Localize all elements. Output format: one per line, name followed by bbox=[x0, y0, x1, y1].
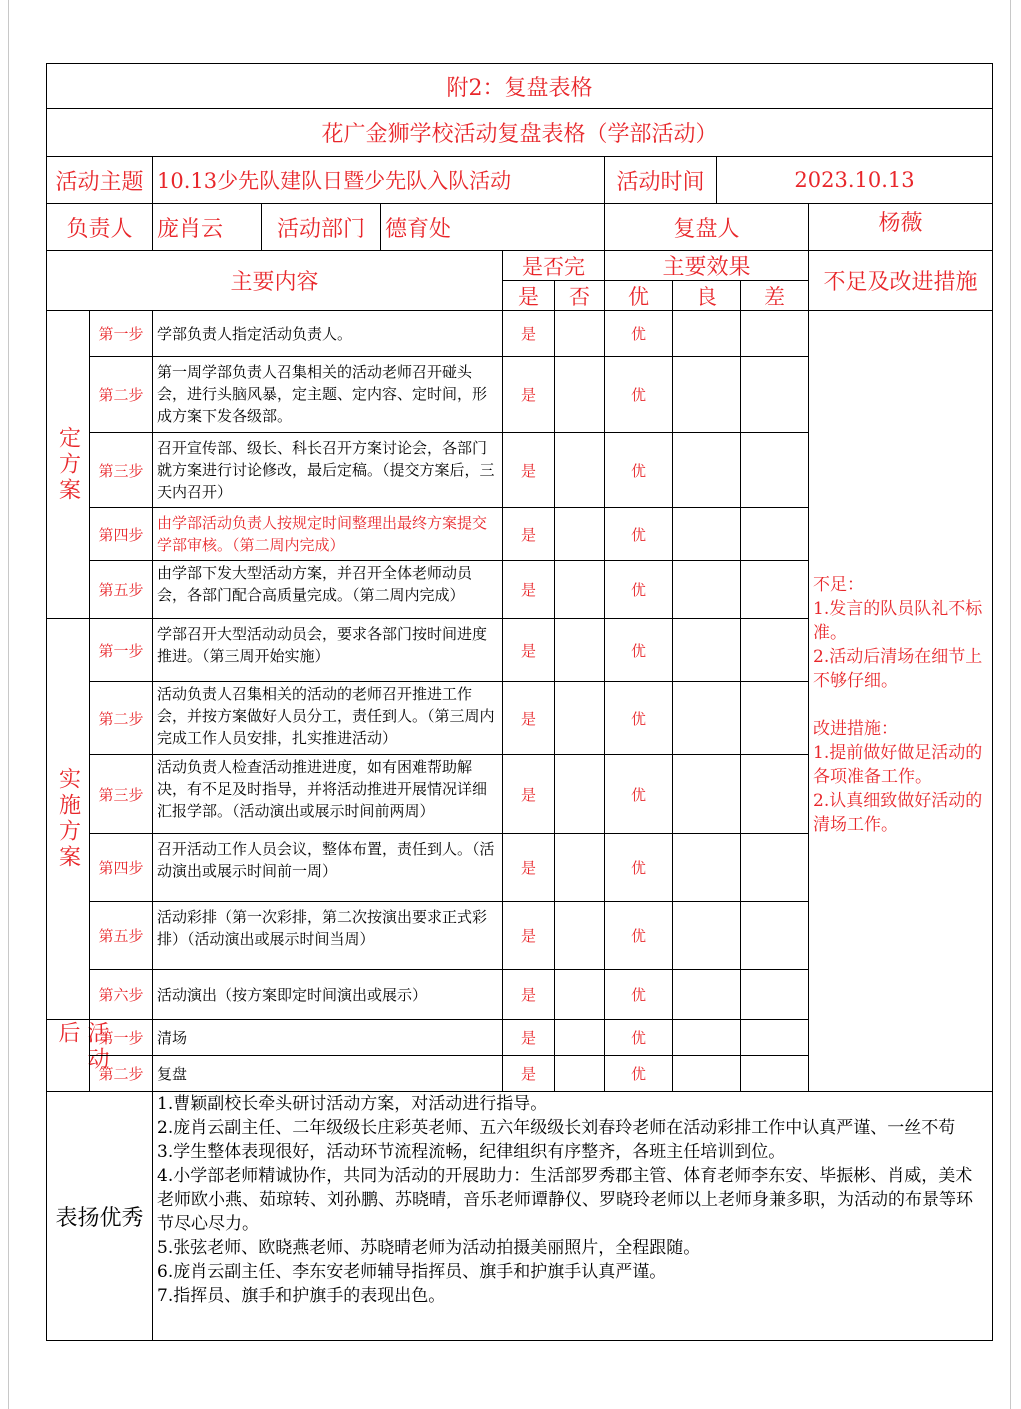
effect-poor-cell bbox=[740, 681, 809, 755]
done-no-cell bbox=[554, 1055, 605, 1092]
effect-poor-cell bbox=[740, 356, 809, 433]
done-yes-cell: 是 bbox=[502, 560, 555, 619]
step-label: 第三步 bbox=[89, 754, 153, 834]
improvement-line: 2.认真细致做好活动的清场工作。 bbox=[813, 791, 983, 835]
praise-item: 2.庞肖云副主任、二年级级长庄彩英老师、五六年级级长刘春玲老师在活动彩排工作中认真严谨、一丝不苟 bbox=[157, 1118, 956, 1138]
done-no-cell bbox=[554, 507, 605, 561]
done-yes-cell: 是 bbox=[502, 754, 555, 834]
effect-good-cell bbox=[672, 754, 741, 834]
step-content: 由学部活动负责人按规定时间整理出最终方案提交学部审核。（第二周内完成） bbox=[152, 507, 503, 561]
effect-good-cell bbox=[672, 560, 741, 619]
done-yes-cell: 是 bbox=[502, 833, 555, 902]
good-header: 良 bbox=[672, 280, 741, 311]
done-no-cell bbox=[554, 754, 605, 834]
effect-poor-cell bbox=[740, 901, 809, 970]
done-yes-cell: 是 bbox=[502, 681, 555, 755]
yes-header: 是 bbox=[502, 280, 555, 311]
done-no-cell bbox=[554, 1019, 605, 1056]
improvement-line: 1.发言的队员队礼不标准。 bbox=[813, 599, 983, 643]
praise-item: 5.张弦老师、欧晓燕老师、苏晓晴老师为活动拍摄美丽照片，全程跟随。 bbox=[157, 1238, 701, 1258]
effect-good-cell bbox=[672, 618, 741, 682]
effect-poor-cell bbox=[740, 754, 809, 834]
done-yes-cell: 是 bbox=[502, 618, 555, 682]
effect-excellent-cell: 优 bbox=[604, 432, 673, 508]
section-after-label: 活动后 bbox=[55, 1021, 109, 1073]
effect-poor-cell bbox=[740, 1019, 809, 1056]
effect-good-cell bbox=[672, 901, 741, 970]
effect-poor-cell bbox=[740, 618, 809, 682]
praise-item: 1.曹颖副校长牵头研讨活动方案，对活动进行指导。 bbox=[157, 1094, 548, 1114]
effect-good-cell bbox=[672, 681, 741, 755]
effect-excellent-cell: 优 bbox=[604, 969, 673, 1020]
excellent-header: 优 bbox=[604, 280, 673, 311]
effect-poor-cell bbox=[740, 833, 809, 902]
reviewer-label: 复盘人 bbox=[604, 203, 809, 251]
effect-excellent-cell: 优 bbox=[604, 754, 673, 834]
sheet-edge-right bbox=[1010, 0, 1011, 1409]
step-content: 活动负责人召集相关的活动的老师召开推进工作会，并按方案做好人员分工，责任到人。（第三周内完成工作人员安排，扎实推进活动） bbox=[152, 681, 503, 755]
step-label: 第三步 bbox=[89, 432, 153, 508]
effect-good-cell bbox=[672, 833, 741, 902]
step-label: 第五步 bbox=[89, 560, 153, 619]
time-value: 2023.10.13 bbox=[716, 156, 993, 204]
leader-value: 庞肖云 bbox=[152, 203, 262, 251]
step-content: 第一周学部负责人召集相关的活动老师召开碰头会，进行头脑风暴，定主题、定内容、定时间，形成方案下发各级部。 bbox=[152, 356, 503, 433]
praise-item: 7.指挥员、旗手和护旗手的表现出色。 bbox=[157, 1286, 446, 1306]
step-content: 活动负责人检查活动推进进度，如有困难帮助解决，有不足及时指导，并将活动推进开展情况详细汇报学部。（活动演出或展示时间前两周） bbox=[152, 754, 503, 834]
done-yes-cell: 是 bbox=[502, 901, 555, 970]
theme-label: 活动主题 bbox=[46, 156, 153, 204]
effect-good-cell bbox=[672, 356, 741, 433]
reviewer-value: 杨薇 bbox=[808, 203, 993, 251]
step-content: 清场 bbox=[152, 1019, 503, 1056]
done-no-cell bbox=[554, 560, 605, 619]
effect-excellent-cell: 优 bbox=[604, 560, 673, 619]
done-no-cell bbox=[554, 681, 605, 755]
effect-excellent-cell: 优 bbox=[604, 1055, 673, 1092]
step-content: 学部负责人指定活动负责人。 bbox=[152, 310, 503, 357]
effect-header: 主要效果 bbox=[604, 250, 809, 281]
section-plan-label: 定方案 bbox=[55, 425, 81, 504]
step-content: 召开宣传部、级长、科长召开方案讨论会，各部门就方案进行讨论修改，最后定稿。（提交方案后，三天内召开） bbox=[152, 432, 503, 508]
improvement-line: 1.提前做好做足活动的各项准备工作。 bbox=[813, 743, 983, 787]
section-exec-label: 实施方案 bbox=[55, 767, 81, 871]
done-no-cell bbox=[554, 901, 605, 970]
no-header: 否 bbox=[554, 280, 605, 311]
done-yes-cell: 是 bbox=[502, 432, 555, 508]
done-yes-cell: 是 bbox=[502, 310, 555, 357]
improvement-line: 改进措施： bbox=[813, 719, 898, 739]
done-header: 是否完 bbox=[502, 250, 605, 281]
praise-label: 表扬优秀 bbox=[46, 1091, 153, 1341]
step-content: 学部召开大型活动动员会，要求各部门按时间进度推进。（第三周开始实施） bbox=[152, 618, 503, 682]
effect-poor-cell bbox=[740, 1055, 809, 1092]
form-title: 附2：复盘表格 bbox=[46, 63, 993, 109]
step-content: 由学部下发大型活动方案，并召开全体老师动员会，各部门配合高质量完成。（第二周内完成） bbox=[152, 560, 503, 619]
effect-poor-cell bbox=[740, 310, 809, 357]
effect-good-cell bbox=[672, 1019, 741, 1056]
effect-good-cell bbox=[672, 310, 741, 357]
leader-label: 负责人 bbox=[46, 203, 153, 251]
done-no-cell bbox=[554, 310, 605, 357]
effect-excellent-cell: 优 bbox=[604, 356, 673, 433]
effect-excellent-cell: 优 bbox=[604, 681, 673, 755]
step-label: 第一步 bbox=[89, 1019, 153, 1056]
dept-value: 德育处 bbox=[380, 203, 605, 251]
step-content: 复盘 bbox=[152, 1055, 503, 1092]
praise-item: 4.小学部老师精诚协作，共同为活动的开展助力：生活部罗秀郡主管、体育老师李东安、毕振彬、肖威，美术老师欧小燕、茹琼转、刘孙鹏、苏晓晴，音乐老师谭静仪、罗晓玲老师以上老师身兼多职，为活动的布景等环节尽心尽力。 bbox=[157, 1166, 973, 1234]
step-label: 第一步 bbox=[89, 310, 153, 357]
effect-poor-cell bbox=[740, 507, 809, 561]
form-subtitle: 花广金狮学校活动复盘表格（学部活动） bbox=[46, 108, 993, 157]
improvement-line: 不足： bbox=[813, 575, 864, 595]
effect-excellent-cell: 优 bbox=[604, 507, 673, 561]
improvements-cell bbox=[808, 310, 993, 1092]
done-no-cell bbox=[554, 969, 605, 1020]
praise-cell bbox=[152, 1091, 993, 1341]
effect-good-cell bbox=[672, 432, 741, 508]
section-exec bbox=[46, 618, 90, 1020]
step-label: 第四步 bbox=[89, 507, 153, 561]
effect-good-cell bbox=[672, 1055, 741, 1092]
effect-excellent-cell: 优 bbox=[604, 310, 673, 357]
step-label: 第四步 bbox=[89, 833, 153, 902]
effect-good-cell bbox=[672, 969, 741, 1020]
effect-poor-cell bbox=[740, 432, 809, 508]
done-no-cell bbox=[554, 618, 605, 682]
step-label: 第二步 bbox=[89, 681, 153, 755]
done-yes-cell: 是 bbox=[502, 507, 555, 561]
poor-header: 差 bbox=[740, 280, 809, 311]
done-yes-cell: 是 bbox=[502, 969, 555, 1020]
effect-excellent-cell: 优 bbox=[604, 618, 673, 682]
section-plan bbox=[46, 310, 90, 619]
done-yes-cell: 是 bbox=[502, 1055, 555, 1092]
improvement-line: 2.活动后清场在细节上不够仔细。 bbox=[813, 647, 983, 691]
done-yes-cell: 是 bbox=[502, 1019, 555, 1056]
section-after bbox=[46, 1019, 109, 1092]
step-label: 第二步 bbox=[89, 1055, 153, 1092]
effect-excellent-cell: 优 bbox=[604, 901, 673, 970]
praise-item: 3.学生整体表现很好，活动环节流程流畅，纪律组织有序整齐，各班主任培训到位。 bbox=[157, 1142, 786, 1162]
time-label: 活动时间 bbox=[604, 156, 717, 204]
step-label: 第一步 bbox=[89, 618, 153, 682]
step-content: 活动演出（按方案即定时间演出或展示） bbox=[152, 969, 503, 1020]
done-no-cell bbox=[554, 432, 605, 508]
sheet-edge-left bbox=[8, 0, 9, 1409]
step-label: 第五步 bbox=[89, 901, 153, 970]
effect-poor-cell bbox=[740, 560, 809, 619]
dept-label: 活动部门 bbox=[261, 203, 381, 251]
theme-value: 10.13少先队建队日暨少先队入队活动 bbox=[152, 156, 605, 204]
step-content: 活动彩排（第一次彩排，第二次按演出要求正式彩排）（活动演出或展示时间当周） bbox=[152, 901, 503, 970]
step-label: 第六步 bbox=[89, 969, 153, 1020]
improvement-line bbox=[813, 693, 990, 717]
effect-good-cell bbox=[672, 507, 741, 561]
improve-header: 不足及改进措施 bbox=[808, 250, 993, 311]
done-yes-cell: 是 bbox=[502, 356, 555, 433]
praise-item: 6.庞肖云副主任、李东安老师辅导指挥员、旗手和护旗手认真严谨。 bbox=[157, 1262, 667, 1282]
effect-excellent-cell: 优 bbox=[604, 1019, 673, 1056]
effect-excellent-cell: 优 bbox=[604, 833, 673, 902]
step-content: 召开活动工作人员会议，整体布置，责任到人。（活动演出或展示时间前一周） bbox=[152, 833, 503, 902]
done-no-cell bbox=[554, 356, 605, 433]
effect-poor-cell bbox=[740, 969, 809, 1020]
step-label: 第二步 bbox=[89, 356, 153, 433]
done-no-cell bbox=[554, 833, 605, 902]
main-content-header: 主要内容 bbox=[46, 250, 503, 311]
